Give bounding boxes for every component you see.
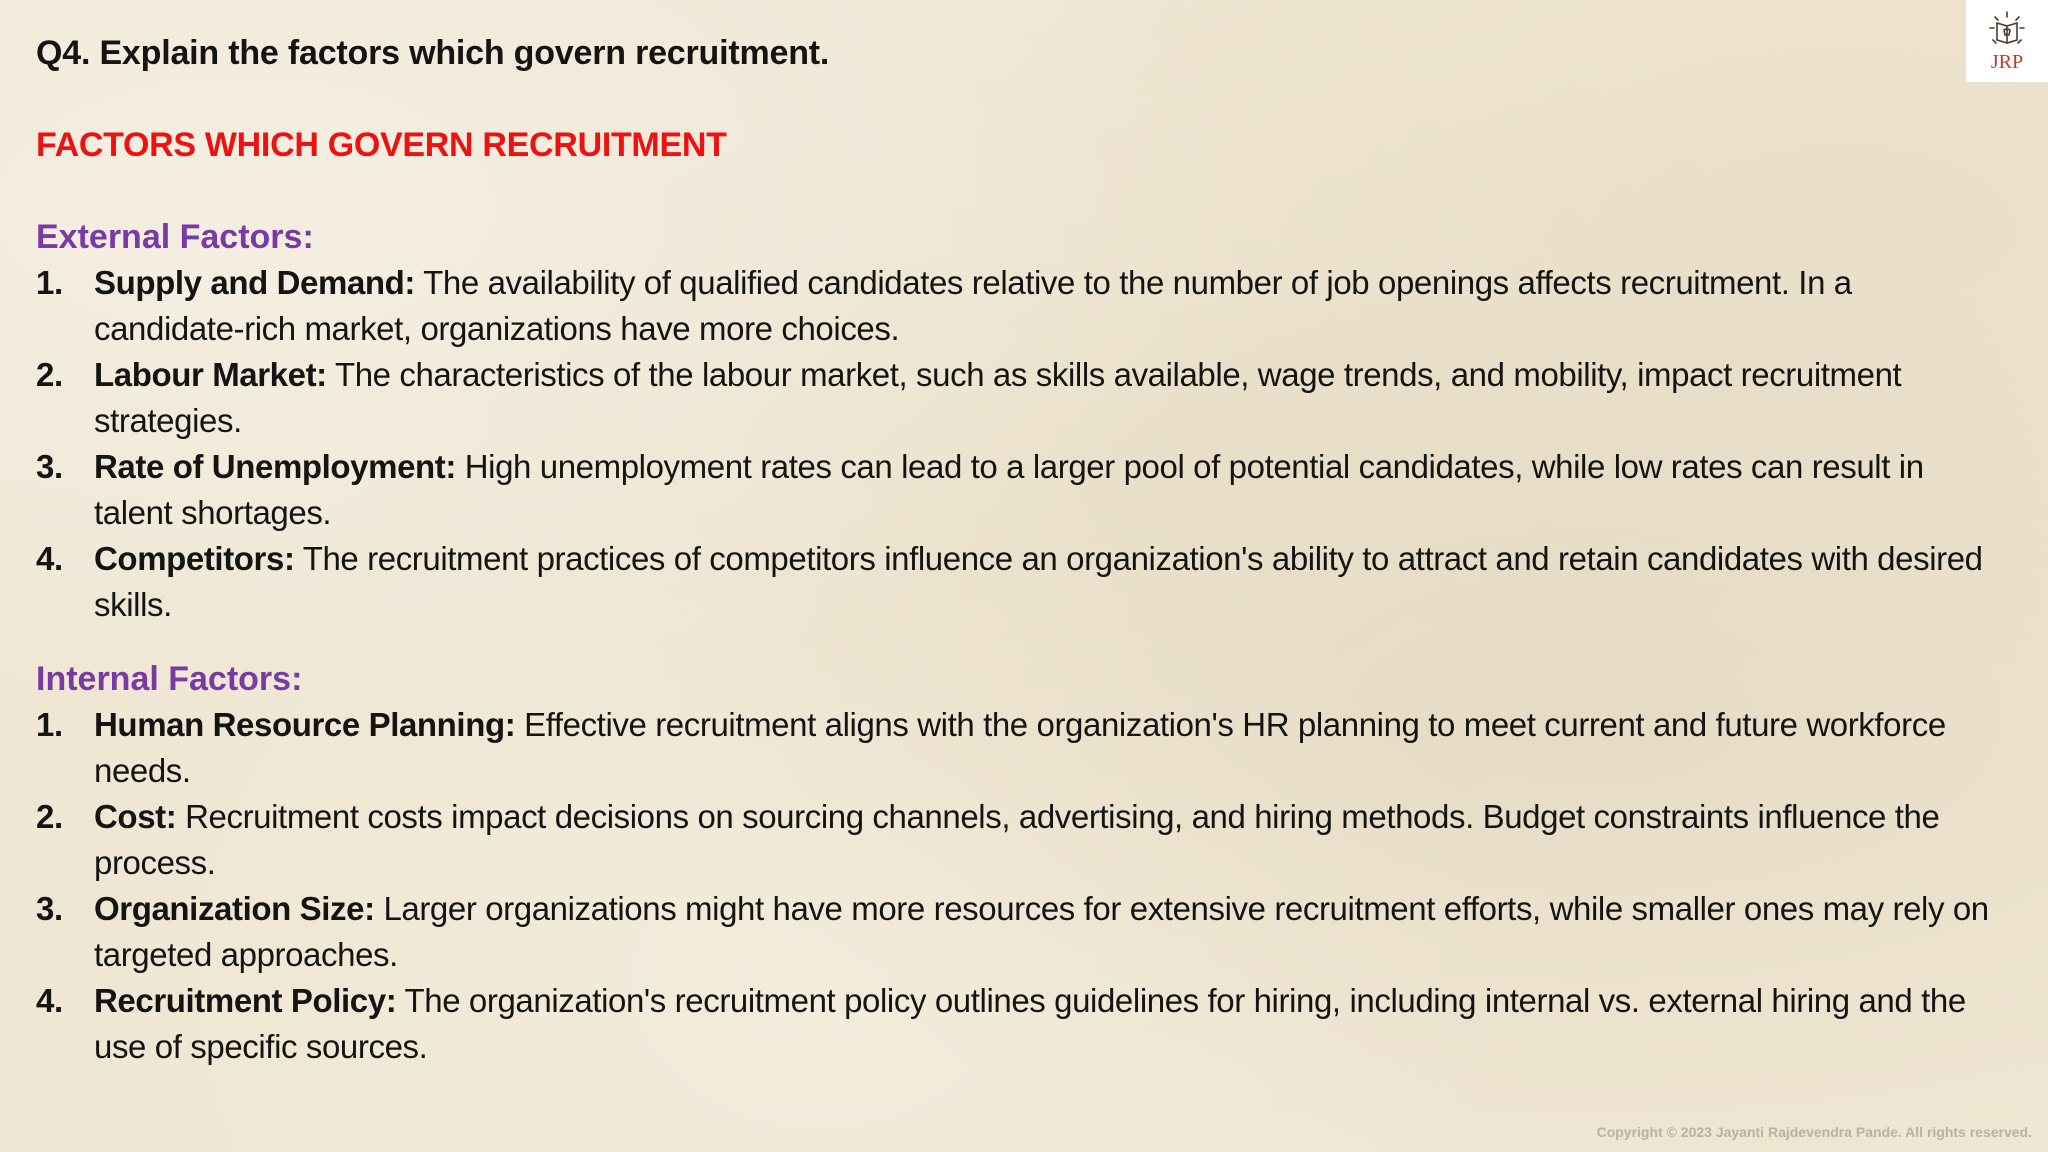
item-number: 4.: [36, 540, 63, 577]
item-text: The recruitment practices of competitors influence an organization's ability to attract and retain candidates with desired skills.: [94, 540, 1983, 623]
list-item: [36, 794, 1996, 886]
item-term: Cost:: [94, 798, 177, 835]
item-term: Human Resource Planning:: [94, 706, 516, 743]
item-text: The organization's recruitment policy outlines guidelines for hiring, including internal vs. external hiring and the use of specific sources.: [94, 982, 1966, 1065]
item-number: 1.: [36, 264, 63, 301]
item-number: 3.: [36, 448, 63, 485]
item-text: Effective recruitment aligns with the organization's HR planning to meet current and future workforce needs.: [94, 706, 1946, 789]
book-lamp-icon: [1987, 10, 2027, 50]
item-number: 1.: [36, 706, 63, 743]
internal-factors-list: [36, 702, 1996, 1070]
internal-factors-title: Internal Factors:: [36, 660, 303, 698]
list-item: [36, 886, 1996, 978]
item-term: Recruitment Policy:: [94, 982, 397, 1019]
logo-text: JRP: [1990, 51, 2024, 73]
item-term: Labour Market:: [94, 356, 327, 393]
copyright-notice: Copyright © 2023 Jayanti Rajdevendra Pande. All rights reserved.: [1596, 1124, 2032, 1140]
external-factors-title: External Factors:: [36, 218, 314, 256]
list-item: [36, 702, 1996, 794]
item-number: 3.: [36, 890, 63, 927]
item-number: 2.: [36, 798, 63, 835]
question-title: Q4. Explain the factors which govern recruitment.: [36, 34, 830, 72]
item-term: Supply and Demand:: [94, 264, 415, 301]
main-heading: FACTORS WHICH GOVERN RECRUITMENT: [36, 126, 727, 164]
item-text: The availability of qualified candidates relative to the number of job openings affects recruitment. In a candidate-rich market, organizations have more choices.: [94, 264, 1852, 347]
jrp-logo: [1966, 0, 2048, 82]
external-factors-list: [36, 260, 1996, 628]
item-text: Larger organizations might have more resources for extensive recruitment efforts, while smaller ones may rely on targeted approaches.: [94, 890, 1989, 973]
item-term: Rate of Unemployment:: [94, 448, 456, 485]
item-number: 4.: [36, 982, 63, 1019]
item-number: 2.: [36, 356, 63, 393]
item-text: The characteristics of the labour market, such as skills available, wage trends, and mobility, impact recruitment strategies.: [94, 356, 1902, 439]
list-item: [36, 352, 1996, 444]
list-item: [36, 978, 1996, 1070]
list-item: [36, 536, 1996, 628]
item-text: High unemployment rates can lead to a larger pool of potential candidates, while low rates can result in talent shortages.: [94, 448, 1924, 531]
item-term: Organization Size:: [94, 890, 375, 927]
list-item: [36, 260, 1996, 352]
item-text: Recruitment costs impact decisions on sourcing channels, advertising, and hiring methods. Budget constraints influence the process.: [94, 798, 1940, 881]
item-term: Competitors:: [94, 540, 295, 577]
list-item: [36, 444, 1996, 536]
slide-content: [36, 30, 1996, 1070]
